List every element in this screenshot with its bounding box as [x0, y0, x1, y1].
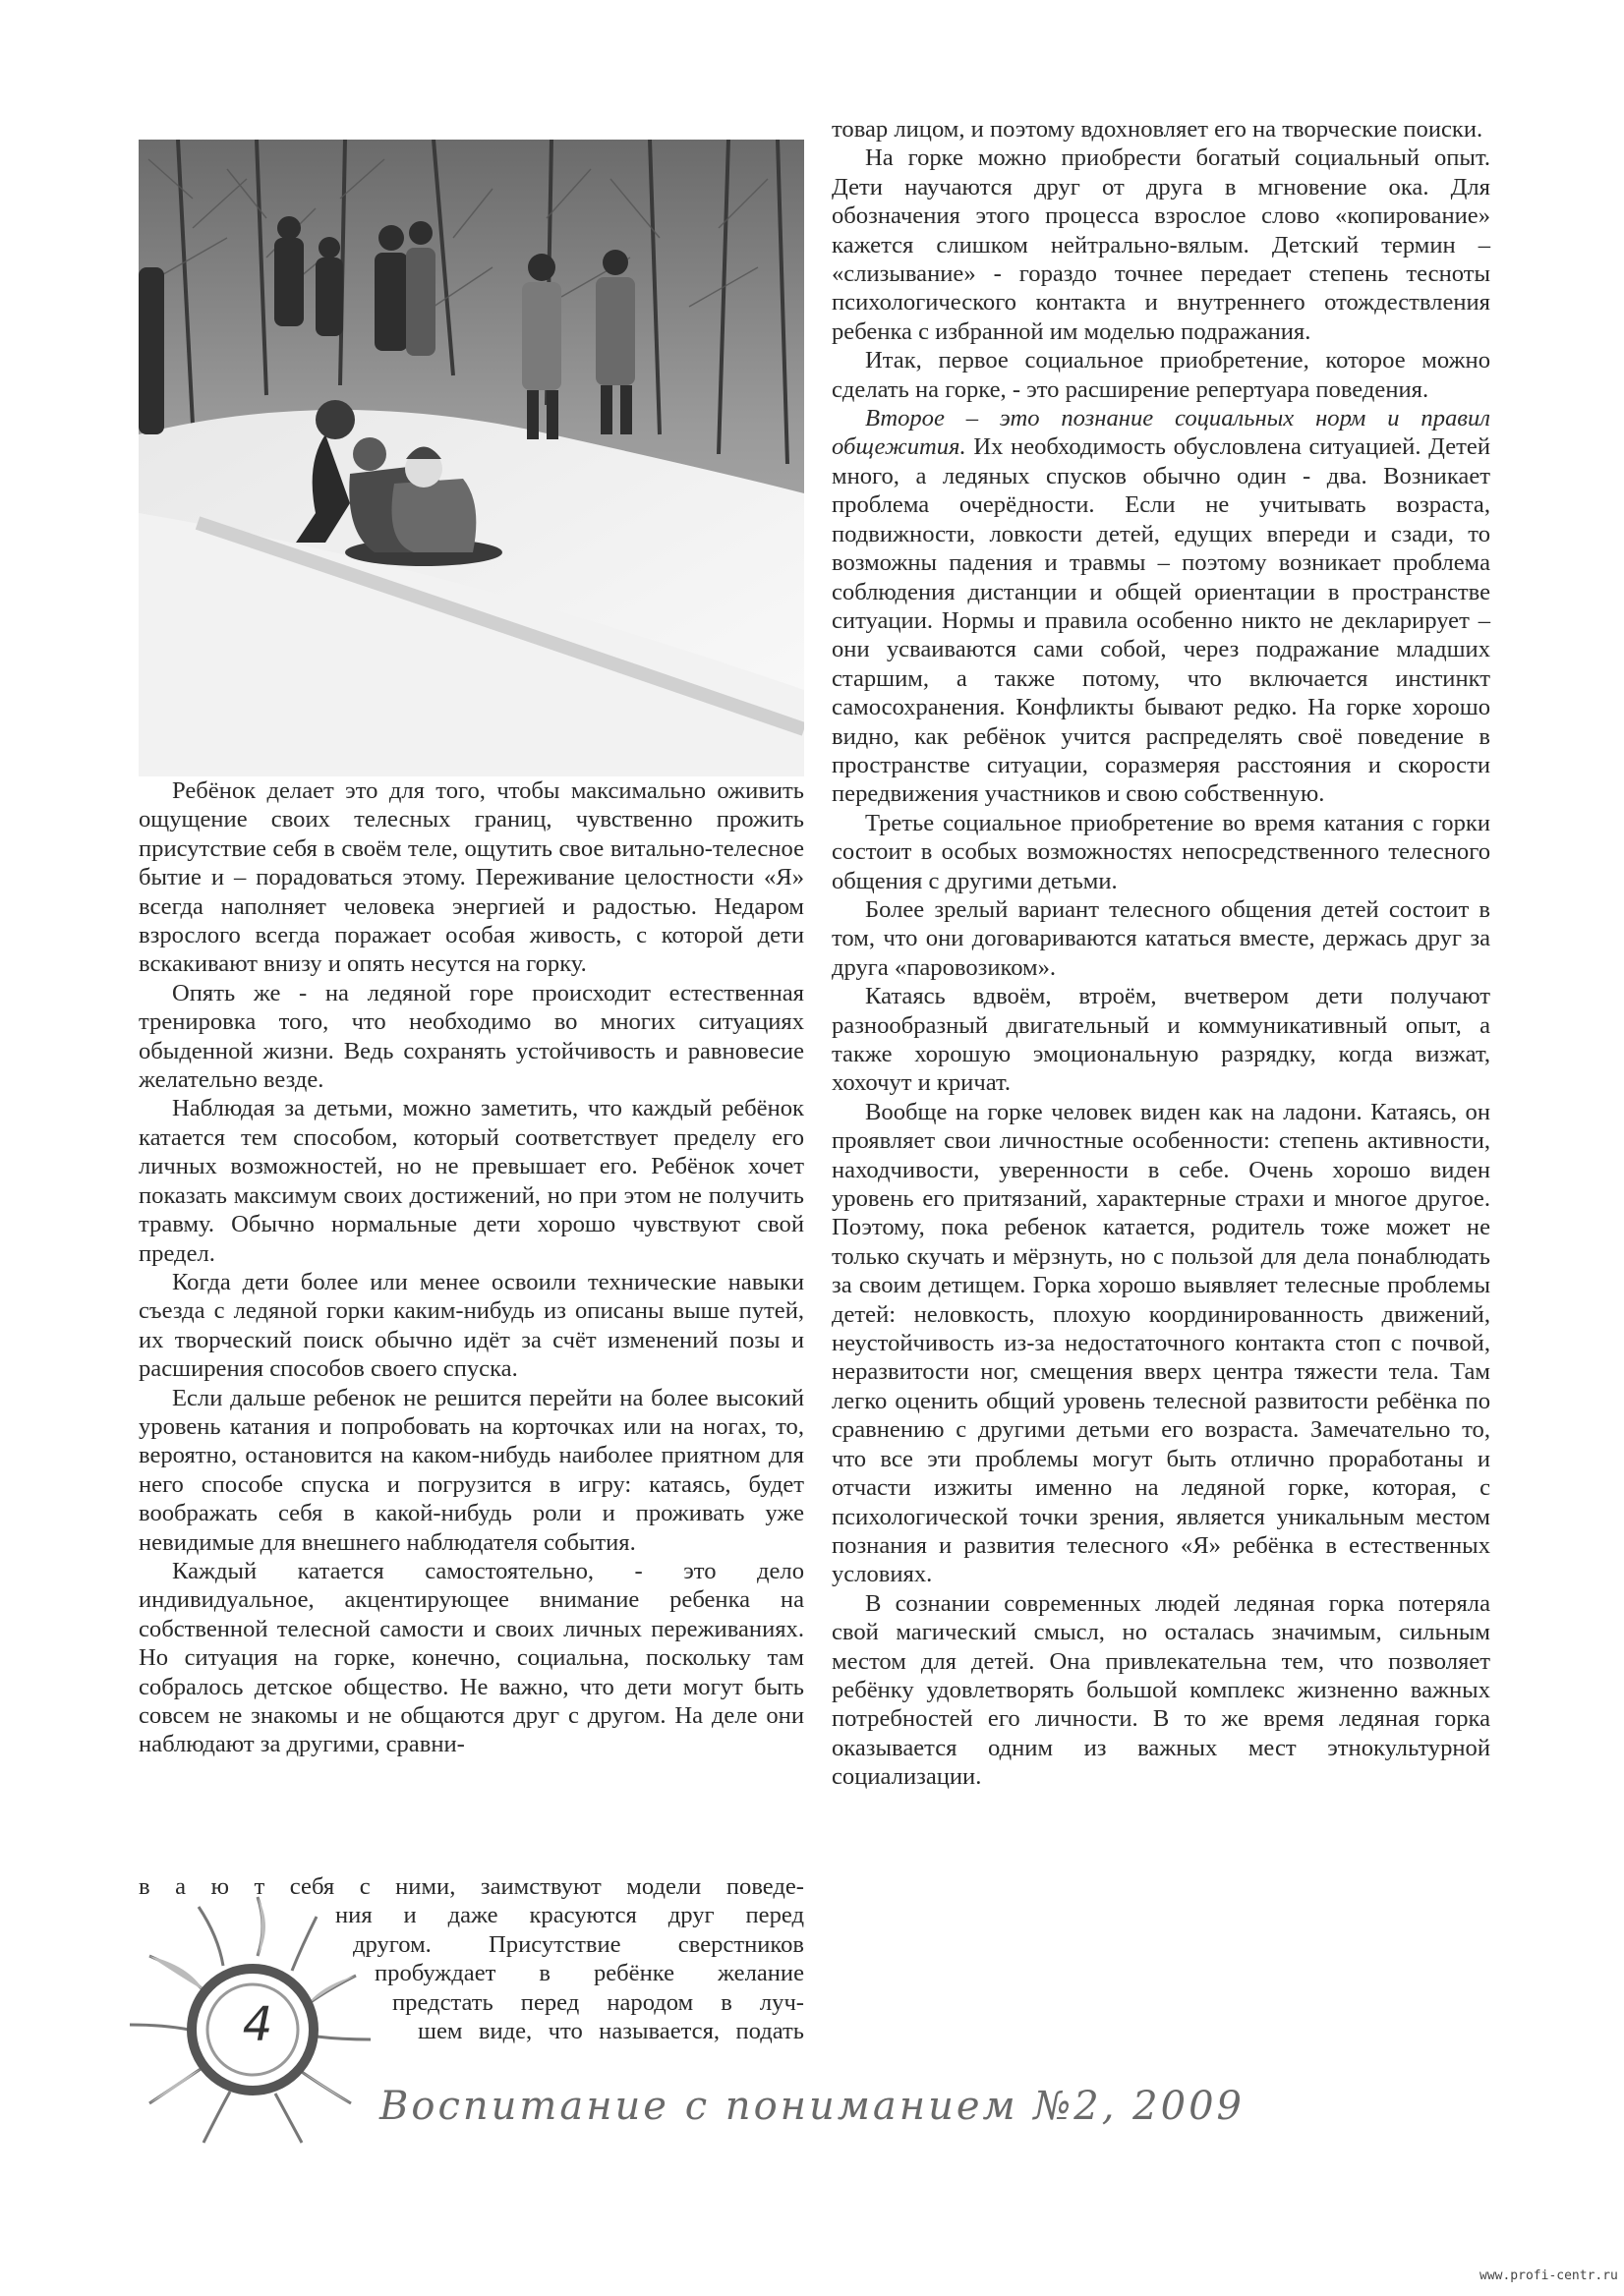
- paragraph: [832, 404, 1490, 809]
- wrap-line: пробуждает в ребёнке желание: [375, 1960, 804, 1987]
- sledding-photo: [139, 140, 804, 776]
- paragraph: Каждый катается самостоятельно, - это дело индивидуальное, акцентирующее внимание ребенка на собственной телесной самости и своих личных переживаниях. Но ситуация на горке, конечно, социальна, поскольку там собралось детское общество. Не важно, что дети могут быть совсем не знакомы и не общаются друг с другом. На деле они наблюдают за другими, сравни-: [139, 1557, 804, 1758]
- paragraph: Третье социальное приобретение во время катания с горки состоит в особых возможностях непосредственного телесного общения с другими детьми.: [832, 809, 1490, 894]
- paragraph: Вообще на горке человек виден как на ладони. Катаясь, он проявляет свои личностные особенности: степень активности, находчивости, уверенности в себе. Очень хорошо виден уровень его притязаний, характерные страхи и многое другое. Поэтому, пока ребенок катается, родитель тоже может не только скучать и мёрзнуть, но с пользой для дела понаблюдать за своим детищем. Горка хорошо выявляет телесные проблемы детей: неловкость, плохую координированность движений, неустойчивость из-за недостаточного контакта стоп с почвой, неразвитости ног, смещения вверх центра тяжести тела. Там легко оценить общий уровень телесной развитости ребёнка по сравнению с другими детьми его возраста. Замечательно то, что все эти проблемы могут быть отлично проработаны и отчасти изжиты именно на ледяной горке, которая, с психологической точки зрения, является уникальным местом познания и развития телесного «Я» ребёнка в естественных условиях.: [832, 1098, 1490, 1588]
- wrap-line: предстать перед народом в луч-: [392, 1988, 804, 2016]
- italic-lead: Второе – это познание социальных норм и правил общежития.: [832, 405, 1490, 461]
- paragraph: Когда дети более или менее освоили технические навыки съезда с ледяной горки каким-нибудь из описаны выше путей, их творческий поиск обычно идёт за счёт изменений позы и расширения способов своего спуска.: [139, 1268, 804, 1383]
- paragraph: Итак, первое социальное приобретение, которое можно сделать на горке, - это расширение репертуара поведения.: [832, 347, 1490, 403]
- left-column: [139, 776, 804, 1759]
- wrap-line: другом. Присутствие сверстников: [353, 1930, 804, 1958]
- wrap-line: ния и даже красуются друг перед: [335, 1902, 804, 1929]
- paragraph: товар лицом, и поэтому вдохновляет его на творческие поиски.: [832, 116, 1483, 143]
- watermark-url: www.profi-centr.ru: [1479, 2268, 1618, 2283]
- paragraph-rest: Их необходимость обусловлена ситуацией. Детей много, а ледяных спусков обычно один - два. Возникает проблема очерёдности. Если не учитывать возраста, подвижности, ловкости детей, едущих впереди и сзади, то возможны падения и травмы – поэтому возникает проблема соблюдения дистанции и общей ориентации в пространстве ситуации. Нормы и правила особенно никто не декларирует – они усваиваются сами собой, через подражание младших старшим, а также потому, что включается инстинкт самосохранения. Конфликты бывают редко. На горке хорошо видно, как ребёнок учится распределять своё поведение в пространстве ситуации, соразмеряя расстояния и скорости передвижения участников и свою собственную.: [832, 433, 1490, 808]
- paragraph: Более зрелый вариант телесного общения детей состоит в том, что они договариваются кататься вместе, держась друг за друга «паровозиком».: [832, 895, 1490, 981]
- paragraph: Наблюдая за детьми, можно заметить, что каждый ребёнок катается тем способом, который соответствует пределу его личных возможностей, но не превышает его. Ребёнок хочет показать максимум своих достижений, но при этом не получить травму. Обычно нормальные дети хорошо чувствуют свой предел.: [139, 1095, 804, 1267]
- paragraph: В сознании современных людей ледяная горка потеряла свой магический смысл, но осталась значимым, сильным местом для детей. Она привлекательна тем, что позволяет ребёнку удовлетворять большой комплекс жизненно важных потребностей его личности. В то же время ледяная горка оказывается одним из важных мест этнокультурной социализации.: [832, 1589, 1490, 1791]
- paragraph: Катаясь вдвоём, втроём, вчетвером дети получают разнообразный двигательный и коммуникативный опыт, а также хорошую эмоциональную разрядку, когда визжат, хохочут и кричат.: [832, 983, 1490, 1097]
- paragraph: Опять же - на ледяной горе происходит естественная тренировка того, что необходимо во многих ситуациях обыденной жизни. Ведь сохранять устойчивость и равновесие желательно везде.: [139, 979, 804, 1094]
- magazine-footer: Воспитание с пониманием №2, 2009: [379, 2084, 1245, 2129]
- page-number: 4: [242, 1997, 273, 2052]
- paragraph: Ребёнок делает это для того, чтобы максимально оживить ощущение своих телесных границ, чувственно прожить присутствие себя в своём теле, ощутить свое витально-телесное бытие и – порадоваться этому. Переживание целостности «Я» всегда наполняет человека энергией и радостью. Недаром взрослого всегда поражает особая живость, с которой дети вскакивают внизу и опять несутся на горку.: [139, 777, 804, 978]
- wrap-line: в а ю т себя с ними, заимствуют модели поведе-: [139, 1873, 804, 1900]
- paragraph: Если дальше ребенок не решится перейти на более высокий уровень катания и попробовать на корточках или на ногах, то, вероятно, остановится на каком-нибудь наиболее приятном для него способе спуска и погрузится в игру: катаясь, будет воображать себя в какой-нибудь роли и проживать уже невидимые для внешнего наблюдателя события.: [139, 1384, 804, 1556]
- right-column: [832, 115, 1490, 1792]
- wrap-line: шем виде, что называется, подать: [418, 2018, 804, 2045]
- paragraph: На горке можно приобрести богатый социальный опыт. Дети научаются друг от друга в мгновение ока. Для обозначения этого процесса взрослое слово «копирование» кажется слишком нейтрально-вялым. Детский термин – «слизывание» - гораздо точнее передает степень тесноты психологического контакта и внутреннего отождествления ребенка с избранной им моделью подражания.: [832, 144, 1490, 345]
